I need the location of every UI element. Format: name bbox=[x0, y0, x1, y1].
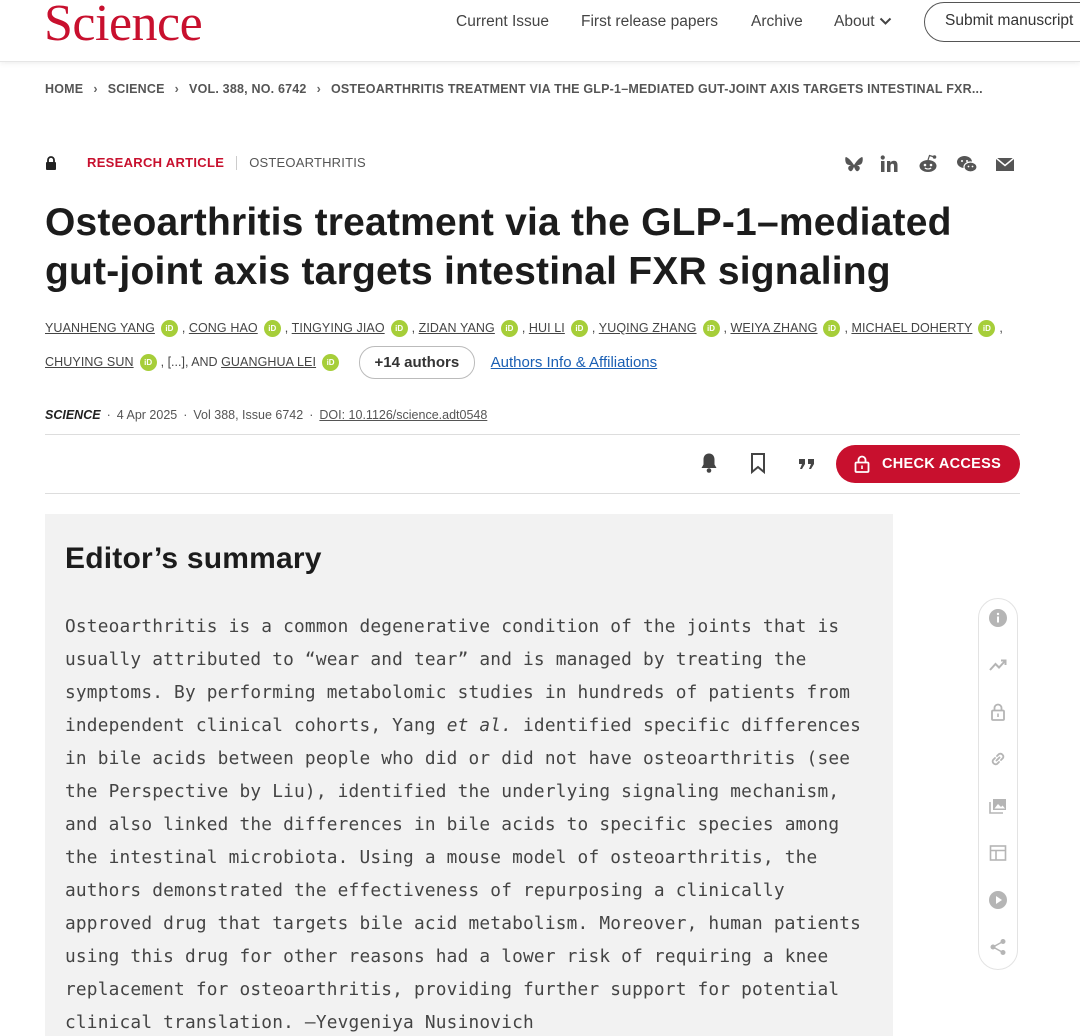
author-link[interactable]: WEIYA ZHANG bbox=[730, 320, 818, 335]
author-link[interactable]: YUQING ZHANG bbox=[598, 320, 697, 335]
summary-heading: Editor’s summary bbox=[65, 542, 322, 575]
orcid-icon[interactable]: iD bbox=[140, 354, 157, 371]
nav-first-release-papers[interactable]: First release papers bbox=[581, 13, 718, 30]
nav-current-issue[interactable]: Current Issue bbox=[456, 13, 550, 30]
orcid-icon[interactable]: iD bbox=[571, 320, 588, 337]
info-icon[interactable] bbox=[988, 608, 1008, 628]
author-link[interactable]: MICHAEL DOHERTY bbox=[851, 320, 973, 335]
lock-icon[interactable] bbox=[988, 702, 1008, 722]
email-icon[interactable] bbox=[994, 153, 1016, 175]
orcid-icon[interactable]: iD bbox=[391, 320, 408, 337]
author-link[interactable]: YUANHENG YANG bbox=[45, 320, 155, 335]
reddit-icon[interactable] bbox=[917, 153, 939, 175]
article-topic[interactable]: OSTEOARTHRITIS bbox=[249, 155, 366, 170]
article-meta: SCIENCE · 4 Apr 2025 · Vol 388, Issue 6742 · DOI: 10.1126/science.adt0548 bbox=[45, 408, 488, 422]
summary-text-italic: et al. bbox=[446, 715, 513, 736]
play-icon[interactable] bbox=[988, 890, 1008, 910]
volume-issue: Vol 388, Issue 6742 bbox=[193, 408, 304, 422]
link-icon[interactable] bbox=[988, 749, 1008, 769]
author-link[interactable]: CONG HAO bbox=[188, 320, 258, 335]
table-icon[interactable] bbox=[988, 843, 1008, 863]
author-link[interactable]: TINGYING JIAO bbox=[291, 320, 385, 335]
lock-icon bbox=[854, 455, 870, 473]
lock-icon bbox=[45, 156, 57, 170]
breadcrumb-volume[interactable]: VOL. 388, NO. 6742 bbox=[189, 82, 307, 96]
bell-icon[interactable] bbox=[697, 451, 721, 475]
article-type[interactable]: RESEARCH ARTICLE bbox=[87, 155, 225, 170]
images-icon[interactable] bbox=[988, 796, 1008, 816]
publication-date: 4 Apr 2025 bbox=[116, 408, 178, 422]
wechat-icon[interactable] bbox=[956, 153, 978, 175]
site-header bbox=[0, 0, 1080, 62]
linkedin-icon[interactable] bbox=[878, 153, 900, 175]
breadcrumb-home[interactable]: HOME bbox=[45, 82, 84, 96]
orcid-icon[interactable]: iD bbox=[501, 320, 518, 337]
authors-affiliations-link[interactable]: Authors Info & Affiliations bbox=[490, 354, 658, 371]
nav-about[interactable] bbox=[834, 13, 892, 31]
journal-name: SCIENCE bbox=[45, 408, 101, 422]
chevron-right-icon: › bbox=[316, 82, 321, 96]
article-tag-row bbox=[45, 155, 366, 170]
divider bbox=[236, 156, 237, 170]
author-list-continued: CHUYING SUN iD , [...], AND GUANGHUA LEI iD +14 authors Authors Info & Affiliations bbox=[45, 346, 1035, 379]
bookmark-icon[interactable] bbox=[746, 451, 770, 475]
editors-summary bbox=[45, 514, 893, 1036]
bluesky-icon[interactable] bbox=[843, 153, 865, 175]
chevron-right-icon: › bbox=[93, 82, 98, 96]
orcid-icon[interactable]: iD bbox=[322, 354, 339, 371]
author-link[interactable]: HUI LI bbox=[528, 320, 565, 335]
article-title: Osteoarthritis treatment via the GLP-1–mediated gut-joint axis targets intestinal FXR signaling bbox=[45, 201, 952, 293]
side-navigation-rail bbox=[978, 598, 1018, 970]
summary-text-part2: identified specific differences in bile acids between people who did or did not have osteoarthritis (see the Perspective by Liu), identified the underlying signaling mechanism, and also linked the differences in bile acids to specific species among the intestinal microbiota. Using a mouse model of osteoarthritis, the authors demonstrated the effectiveness of repurposing a clinically approved drug that targets bile acid metabolism. Moreover, human patients using this drug for other reasons had a lower risk of requiring a knee replacement for osteoarthritis, providing further support for potential clinical translation. —Yevgeniya Nusinovich bbox=[65, 715, 862, 1033]
trend-icon[interactable] bbox=[988, 655, 1008, 675]
more-authors-button[interactable]: +14 authors bbox=[359, 346, 476, 379]
and-label: , AND bbox=[184, 354, 218, 369]
check-access-button[interactable] bbox=[836, 445, 1020, 483]
breadcrumb-current: OSTEOARTHRITIS TREATMENT VIA THE GLP-1–MEDIATED GUT-JOINT AXIS TARGETS INTESTINAL FXR... bbox=[330, 82, 983, 96]
breadcrumb bbox=[45, 82, 983, 96]
author-link[interactable]: GUANGHUA LEI bbox=[221, 354, 317, 369]
orcid-icon[interactable]: iD bbox=[978, 320, 995, 337]
submit-manuscript-button[interactable]: Submit manuscript bbox=[924, 2, 1080, 42]
author-link[interactable]: ZIDAN YANG bbox=[418, 320, 495, 335]
orcid-icon[interactable]: iD bbox=[823, 320, 840, 337]
orcid-icon[interactable]: iD bbox=[264, 320, 281, 337]
orcid-icon[interactable]: iD bbox=[161, 320, 178, 337]
divider bbox=[45, 434, 1020, 435]
authors-ellipsis[interactable]: [...] bbox=[167, 354, 185, 369]
science-logo[interactable]: Science bbox=[44, 0, 203, 52]
author-link[interactable]: CHUYING SUN bbox=[45, 354, 134, 369]
orcid-icon[interactable]: iD bbox=[703, 320, 720, 337]
breadcrumb-science[interactable]: SCIENCE bbox=[107, 82, 165, 96]
check-access-label: CHECK ACCESS bbox=[882, 456, 1002, 472]
summary-text bbox=[65, 610, 875, 1036]
quote-icon[interactable] bbox=[795, 451, 819, 475]
nav-about-label: About bbox=[834, 13, 875, 30]
author-list: YUANHENG YANG iD , CONG HAO iD , TINGYING JIAO iD , ZIDAN YANG iD , HUI LI iD , YUQING ZHANG iD , WEIYA ZHANG iD , MICHAEL DOHERTY iD , bbox=[45, 320, 1035, 337]
summary-text-part1: Osteoarthritis is a common degenerative condition of the joints that is usually attributed to “wear and tear” and is managed by treating the symptoms. By performing metabolomic studies in hundreds of patients from independent clinical cohorts, Yang bbox=[65, 616, 851, 736]
divider bbox=[45, 493, 1020, 494]
nav-archive[interactable]: Archive bbox=[751, 13, 803, 30]
share-icon[interactable] bbox=[988, 937, 1008, 957]
chevron-down-icon bbox=[879, 17, 892, 26]
chevron-right-icon: › bbox=[174, 82, 180, 96]
doi-link[interactable]: DOI: 10.1126/science.adt0548 bbox=[319, 408, 488, 422]
